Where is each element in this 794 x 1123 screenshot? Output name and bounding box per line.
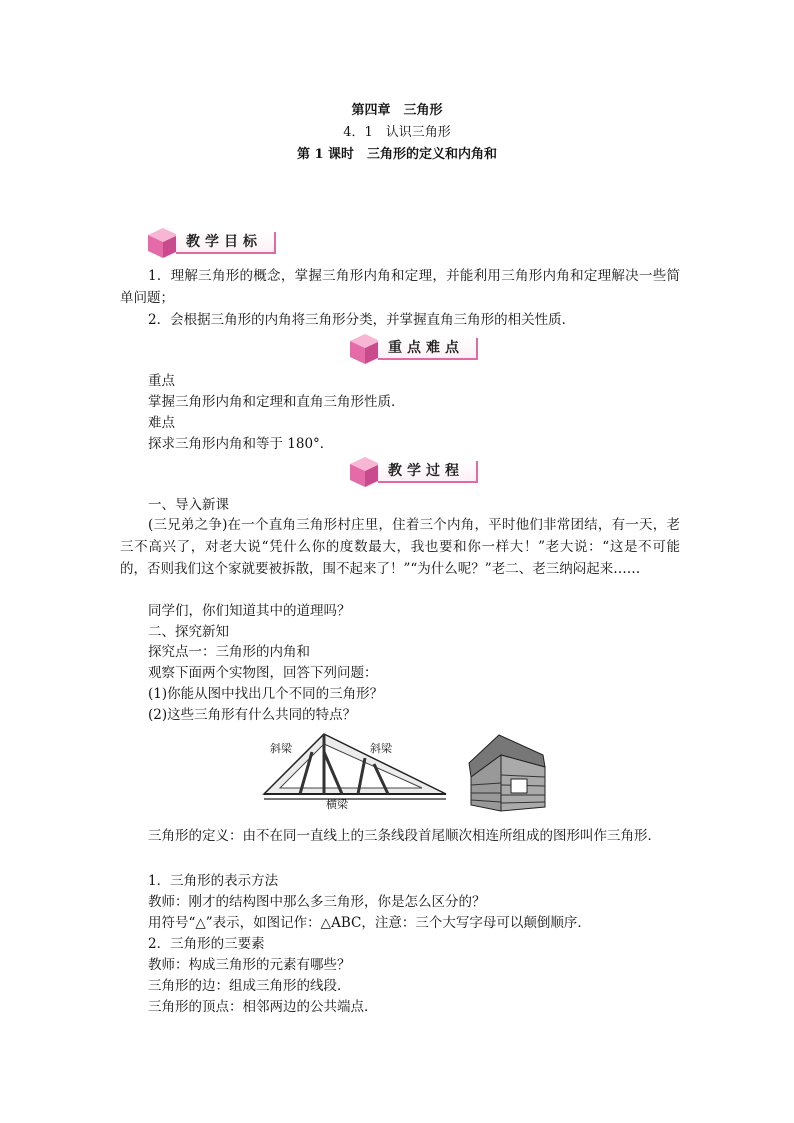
notation-line: 用符号“△”表示，如图记作：△ABC，注意：三个大写字母可以颠倒顺序．	[148, 915, 591, 931]
key-points-heading-label: 重点难点	[378, 338, 478, 360]
truss-label-bottom: 横梁	[326, 798, 348, 811]
process-heading-label: 教学过程	[378, 461, 478, 483]
goals-heading	[146, 226, 276, 260]
log-cabin-figure	[463, 733, 547, 815]
teacher-line-1: 教师：刚才的结构图中那么多三角形，你是怎么区分的？	[148, 894, 486, 910]
goal-item-1: 1．理解三角形的概念，掌握三角形内角和定理，并能利用三角形内角和定理解决一些简单问题；	[120, 268, 680, 306]
difficulty-label: 难点	[148, 415, 175, 431]
observe-line: 观察下面两个实物图，回答下列问题：	[148, 665, 378, 681]
goal-item-2: 2．会根据三角形的内角将三角形分类，并掌握直角三角形的相关性质．	[148, 312, 576, 328]
truss-label-right: 斜梁	[370, 742, 392, 755]
focus-text: 掌握三角形内角和定理和直角三角形性质．	[148, 394, 405, 410]
goals-heading-label: 教学目标	[176, 232, 276, 254]
difficulty-text: 探求三角形内角和等于 180°．	[148, 436, 334, 452]
cube-icon	[348, 332, 382, 366]
part2-title: 二、探究新知	[148, 624, 229, 640]
question-line: 同学们，你们知道其中的道理吗？	[148, 603, 351, 619]
truss-label-left: 斜梁	[270, 742, 292, 755]
teacher-line-2: 教师：构成三角形的元素有哪些？	[148, 957, 351, 973]
story-paragraph: (三兄弟之争)在一个直角三角形村庄里，住着三个内角，平时他们非常团结，有一天，老三不高兴了，对老大说“凭什么你的度数最大，我也要和你一样大！”老大说：“这是不可能的，否则我们这个家就要被拆散，围不起来了！”“为什么呢？”老二、老三纳闷起来……	[120, 517, 680, 577]
triangle-definition: 三角形的定义：由不在同一直线上的三条线段首尾顺次相连所组成的图形叫作三角形．	[148, 828, 661, 844]
subsection-1: 1．三角形的表示方法	[148, 873, 279, 889]
sides-definition: 三角形的边：组成三角形的线段．	[148, 978, 351, 994]
roof-truss-figure	[262, 730, 448, 814]
lesson-title: 第 1 课时 三角形的定义和内角和	[296, 147, 498, 162]
cube-icon	[348, 455, 382, 489]
key-points-heading	[348, 332, 478, 366]
section-title: 4．1 认识三角形	[343, 125, 451, 140]
question-1: (1)你能从图中找出几个不同的三角形？	[148, 686, 384, 702]
process-heading	[348, 455, 478, 489]
chapter-title: 第四章 三角形	[351, 103, 443, 118]
explore-point: 探究点一：三角形的内角和	[148, 644, 310, 660]
part1-title: 一、导入新课	[148, 497, 229, 513]
subsection-2: 2．三角形的三要素	[148, 936, 265, 952]
cube-icon	[146, 226, 180, 260]
log-cabin-drawing	[463, 733, 547, 815]
focus-label: 重点	[148, 373, 175, 389]
question-2: (2)这些三角形有什么共同的特点？	[148, 707, 357, 723]
vertices-definition: 三角形的顶点：相邻两边的公共端点．	[148, 999, 378, 1015]
